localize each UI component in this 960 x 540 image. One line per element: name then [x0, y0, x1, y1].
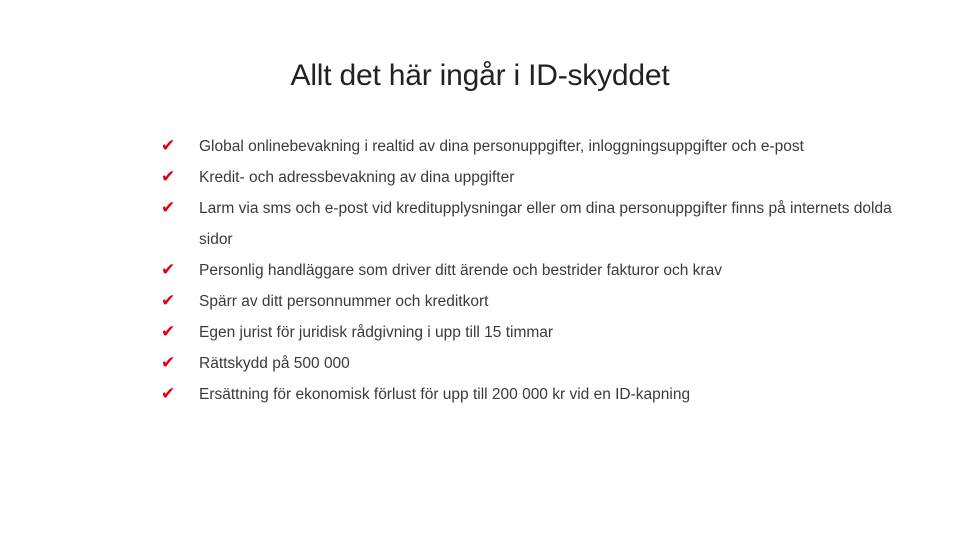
checkmark-icon: ✔	[161, 260, 176, 280]
checkmark-icon: ✔	[161, 322, 176, 342]
list-item-text: Rättskydd på 500 000	[199, 355, 350, 372]
list-item-text: Global onlinebevakning i realtid av dina personuppgifter, inloggningsuppgifter och e-post	[199, 138, 804, 155]
slide-title: Allt det här ingår i ID-skyddet	[290, 59, 670, 92]
checkmark-icon: ✔	[161, 353, 176, 373]
list-item	[161, 317, 901, 348]
feature-list	[161, 131, 901, 410]
checkmark-icon: ✔	[161, 291, 176, 311]
list-item	[161, 286, 901, 317]
list-item	[161, 348, 901, 379]
list-item	[161, 255, 901, 286]
checkmark-icon: ✔	[161, 136, 176, 156]
checkmark-icon: ✔	[161, 167, 176, 187]
list-item	[161, 379, 901, 410]
list-item	[161, 193, 901, 255]
list-item-text: Personlig handläggare som driver ditt ärende och bestrider fakturor och krav	[199, 262, 722, 279]
list-item	[161, 131, 901, 162]
list-item-text: Ersättning för ekonomisk förlust för upp till 200 000 kr vid en ID-kapning	[199, 386, 691, 403]
list-item-text: Egen jurist för juridisk rådgivning i upp till 15 timmar	[199, 324, 554, 341]
list-item-text: Larm via sms och e-post vid kreditupplysningar eller om dina personuppgifter finns på internets dolda sidor	[199, 200, 892, 248]
list-item-text: Spärr av ditt personnummer och kreditkort	[199, 293, 489, 310]
checkmark-icon: ✔	[161, 198, 176, 218]
list-item	[161, 162, 901, 193]
checkmark-icon: ✔	[161, 384, 176, 404]
list-item-text: Kredit- och adressbevakning av dina uppgifter	[199, 169, 515, 186]
